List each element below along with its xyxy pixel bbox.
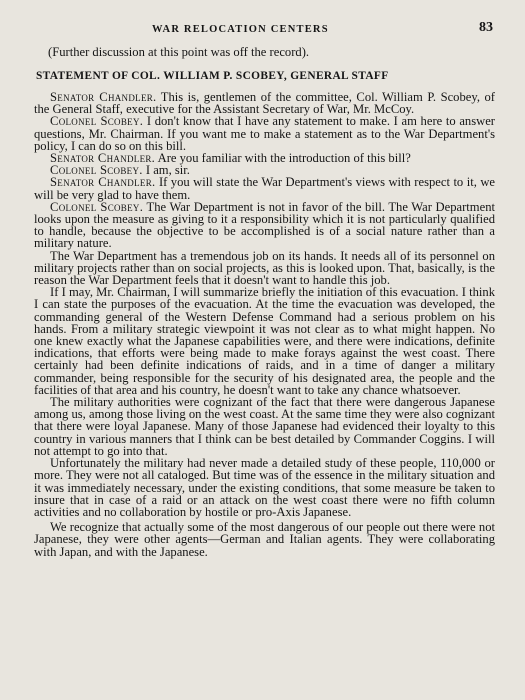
paragraph-text: If you will state the War Department's views with respect to it, we will be very glad to have them.: [34, 175, 496, 202]
paragraph: [34, 286, 495, 396]
speaker-name: Senator Chandler.: [50, 175, 156, 190]
page-number: 83: [479, 20, 493, 35]
testimony-body: [34, 91, 495, 558]
off-record-note: (Further discussion at this point was off the record).: [48, 45, 310, 59]
paragraph-text: The War Department has a tremendous job on its hands. It needs all of its personnel on military projects rather than on social projects, as this is looked upon. That, basically, is the reason the War Department feels that it doesn't want to handle this job.: [34, 248, 495, 288]
speaker-name: Senator Chandler.: [50, 151, 156, 166]
page-header: [34, 18, 495, 40]
speaker-name: Colonel Scobey.: [50, 199, 144, 214]
paragraph-text: Unfortunately the military had never made a detailed study of these people, 110,000 or more. They were not all cataloged. But time was of the essence in the military situation and it was immediately necessary, under the existing conditions, that some measure be taken to insure that in case of a raid or an attack on the west coast there were no fifth column activities and no collaboration by hostile or pro-Axis Japanese.: [34, 456, 495, 519]
paragraph: [34, 521, 495, 558]
paragraph-text: I am, sir.: [142, 163, 190, 178]
speaker-name: Senator Chandler.: [50, 90, 157, 104]
paragraph-text: This is, gentlemen of the committee, Col. William P. Scobey, of the General Staff, executive for the Assistant Secretary of War, Mr. McCoy.: [34, 90, 495, 117]
paragraph-text: The War Department is not in favor of the bill. The War Department looks upon the measure as giving to it a responsibility which it is not particularly qualified to handle, because the objective to be accomplished is of a social nature rather than a military nature.: [34, 199, 495, 251]
paragraph: [34, 457, 495, 518]
paragraph-text: Are you familiar with the introduction of this bill?: [155, 151, 411, 166]
paragraph: [34, 176, 495, 200]
paragraph: [34, 201, 495, 250]
running-head: WAR RELOCATION CENTERS: [152, 24, 329, 35]
paragraph: [34, 250, 495, 287]
speaker-name: Colonel Scobey.: [50, 114, 144, 129]
paragraph-text: If I may, Mr. Chairman, I will summarize briefly the initiation of this evacuation. I think I can state the purposes of the evacuation. At the time the evacuation was developed, the commanding general of the Western Defense Command had a serious problem on his hands. From a military strategic viewpoint it was not clear as to what might happen. No one knew exactly what the Japanese capabilities were, and there were indications, definite indications, that efforts were being made to make forays against the west coast. There certainly had been definite indications of raids, and in a time of danger a military commander, being responsible for the security of his designated area, the people and the facilities of that area and his country, he doesn't want to take any chance whatsoever.: [34, 285, 495, 397]
paragraph-text: The military authorities were cognizant of the fact that there were dangerous Japanese among us, among those living on the west coast. At the same time they were also cognizant that there were loyal Japanese. Many of those Japanese had evidenced their loyalty to this country in various manners that I think can be best detailed by Commander Coggins. I will not attempt to go into that.: [34, 395, 495, 458]
paragraph: [34, 396, 495, 457]
paragraph: [34, 91, 495, 115]
paragraph: [34, 115, 495, 152]
paragraph-text: I don't know that I have any statement to make. I am here to answer questions, Mr. Chairman. If you want me to make a statement as to the War Department's policy, I can do so on this bill.: [34, 114, 495, 153]
paragraph-text: We recognize that actually some of the most dangerous of our people out there were not Japanese, they were other agents—German and Italian agents. They were collaborating with Japan, and with the Japanese.: [34, 520, 495, 559]
speaker-name: Colonel Scobey.: [50, 163, 143, 178]
statement-heading: STATEMENT OF COL. WILLIAM P. SCOBEY, GENERAL STAFF: [36, 70, 389, 82]
